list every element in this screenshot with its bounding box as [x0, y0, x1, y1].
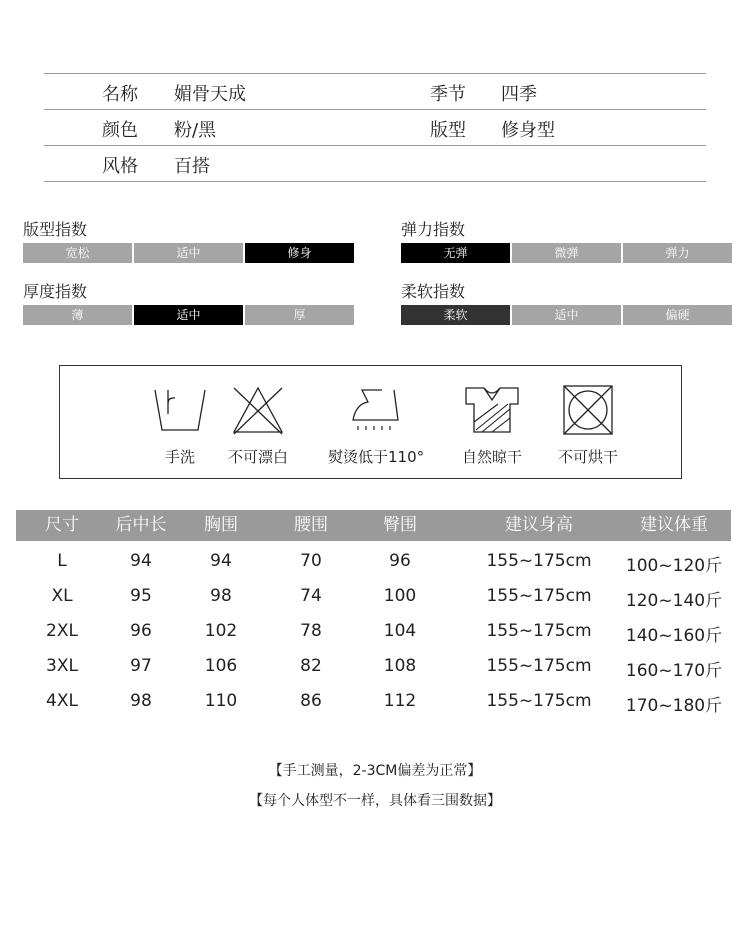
iron-low-icon	[348, 384, 404, 438]
dry-flat-icon	[462, 384, 522, 438]
info-row	[44, 109, 706, 145]
cell-hip: 104	[383, 621, 417, 641]
cell-back-length: 94	[130, 551, 152, 571]
cell-waist: 82	[300, 656, 322, 676]
table-row	[16, 576, 731, 611]
cell-bust: 94	[210, 551, 232, 571]
cell-back-length: 98	[130, 691, 152, 711]
info-value-fit: 修身型	[501, 120, 555, 141]
cell-hip: 96	[389, 551, 411, 571]
table-row	[16, 611, 731, 646]
measurement-note: 【手工测量，2-3CM偏差为正常】	[268, 763, 482, 779]
table-row	[16, 681, 731, 716]
care-label-dry: 自然晾干	[462, 448, 523, 466]
thickness-index-bar	[23, 305, 354, 325]
cell-size: 3XL	[46, 656, 78, 676]
elasticity-index-bar	[401, 243, 732, 263]
info-value-color: 粉/黑	[174, 120, 217, 141]
hand-wash-icon	[152, 384, 208, 438]
care-label-no-tumble-dry: 不可烘干	[558, 448, 619, 466]
product-info-table	[44, 73, 706, 182]
fit-option-loose: 宽松	[23, 243, 132, 263]
cell-bust: 102	[204, 621, 238, 641]
thickness-option-medium: 适中	[134, 305, 243, 325]
care-instructions-box	[59, 365, 682, 479]
cell-height: 155~175cm	[486, 586, 592, 606]
cell-waist: 78	[300, 621, 322, 641]
table-row	[16, 541, 731, 576]
softness-option-medium: 适中	[512, 305, 621, 325]
cell-back-length: 97	[130, 656, 152, 676]
no-tumble-dry-icon	[560, 384, 616, 438]
cell-waist: 74	[300, 586, 322, 606]
fit-option-slim: 修身	[245, 243, 354, 263]
thickness-option-thick: 厚	[245, 305, 354, 325]
care-item-no-bleach	[228, 384, 288, 467]
cell-bust: 106	[204, 656, 238, 676]
cell-height: 155~175cm	[486, 621, 592, 641]
header-weight: 建议体重	[640, 515, 708, 535]
softness-option-hard: 偏硬	[623, 305, 732, 325]
cell-back-length: 96	[130, 621, 152, 641]
cell-hip: 108	[383, 656, 417, 676]
cell-back-length: 95	[130, 586, 152, 606]
size-table-header	[16, 510, 731, 541]
softness-index-bar	[401, 305, 732, 325]
elasticity-option-none: 无弹	[401, 243, 510, 263]
care-item-dry	[462, 384, 522, 467]
cell-size: XL	[51, 586, 73, 606]
info-value-season: 四季	[501, 84, 537, 105]
cell-hip: 100	[383, 586, 417, 606]
info-label-fit: 版型	[430, 120, 466, 141]
header-bust: 胸围	[204, 515, 238, 535]
body-shape-note: 【每个人体型不一样，具体看三围数据】	[249, 793, 501, 809]
care-label-hand-wash: 手洗	[164, 448, 195, 466]
cell-bust: 98	[210, 586, 232, 606]
softness-option-soft: 柔软	[401, 305, 510, 325]
cell-weight: 120~140斤	[625, 591, 723, 611]
fit-index-bar	[23, 243, 354, 263]
cell-hip: 112	[383, 691, 417, 711]
elasticity-index	[401, 219, 732, 263]
care-item-iron	[328, 384, 424, 467]
info-row	[44, 73, 706, 109]
info-label-style: 风格	[102, 156, 138, 177]
fit-index-title: 版型指数	[23, 220, 88, 239]
info-value-style: 百搭	[174, 156, 210, 177]
no-bleach-icon	[230, 384, 286, 438]
cell-height: 155~175cm	[486, 691, 592, 711]
softness-index-title: 柔软指数	[401, 282, 466, 301]
cell-size: 2XL	[46, 621, 78, 641]
info-label-season: 季节	[430, 84, 466, 105]
info-value-name: 媚骨天成	[174, 84, 246, 105]
info-row	[44, 145, 706, 182]
cell-size: L	[57, 551, 67, 571]
care-label-no-bleach: 不可漂白	[228, 448, 289, 466]
header-waist: 腰围	[294, 515, 328, 535]
softness-index	[401, 281, 732, 325]
elasticity-option-slight: 微弹	[512, 243, 621, 263]
cell-bust: 110	[204, 691, 238, 711]
care-label-iron: 熨烫低于110°	[328, 448, 425, 466]
cell-weight: 160~170斤	[625, 661, 723, 681]
header-size: 尺寸	[45, 515, 79, 535]
care-item-no-tumble-dry	[558, 384, 618, 467]
cell-size: 4XL	[46, 691, 78, 711]
cell-waist: 70	[300, 551, 322, 571]
info-label-name: 名称	[102, 84, 138, 105]
size-table	[16, 510, 731, 716]
thickness-option-thin: 薄	[23, 305, 132, 325]
header-height: 建议身高	[505, 515, 573, 535]
thickness-index-title: 厚度指数	[23, 282, 88, 301]
info-label-color: 颜色	[102, 120, 138, 141]
cell-waist: 86	[300, 691, 322, 711]
fit-index	[23, 219, 354, 263]
header-hip: 臀围	[383, 515, 417, 535]
cell-height: 155~175cm	[486, 551, 592, 571]
cell-weight: 100~120斤	[625, 556, 723, 576]
cell-weight: 170~180斤	[625, 696, 723, 716]
fit-option-regular: 适中	[134, 243, 243, 263]
table-row	[16, 646, 731, 681]
elasticity-option-stretch: 弹力	[623, 243, 732, 263]
cell-weight: 140~160斤	[625, 626, 723, 646]
elasticity-index-title: 弹力指数	[401, 220, 466, 239]
thickness-index	[23, 281, 354, 325]
care-item-hand-wash	[152, 384, 208, 467]
header-back-length: 后中长	[115, 515, 167, 535]
cell-height: 155~175cm	[486, 656, 592, 676]
